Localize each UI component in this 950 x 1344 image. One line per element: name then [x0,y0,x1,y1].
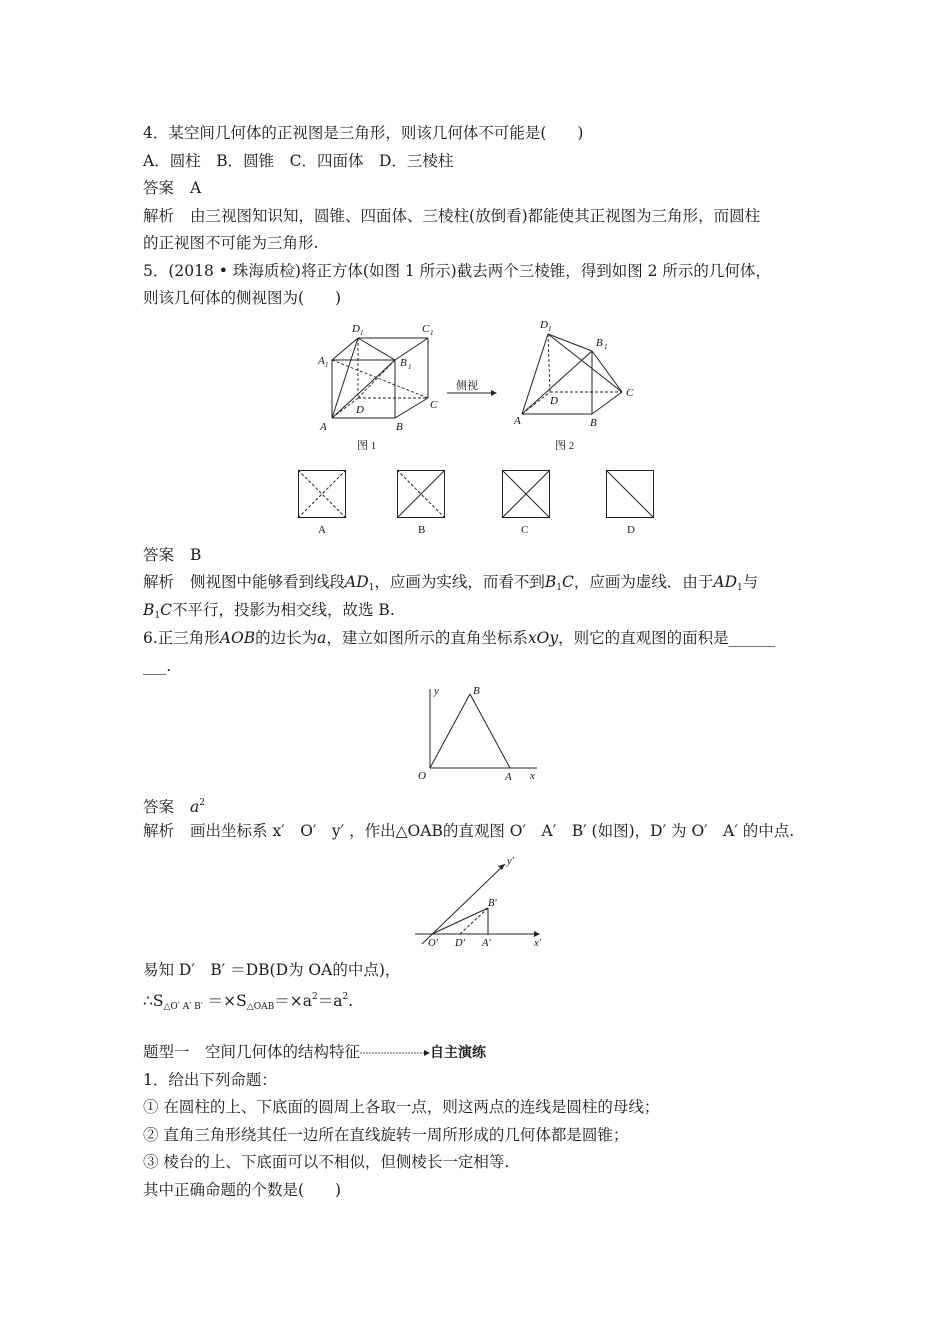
origin-prime-label: O′ [428,938,438,949]
point-d-prime-label: D′ [455,938,465,949]
q5-answer: 答案 B [143,546,202,564]
oblique-view-figure [410,852,550,952]
svg-text:1: 1 [360,329,364,337]
p1-end: 其中正确命题的个数是( ) [143,1181,342,1199]
answer-value: B [190,546,202,564]
answer-value: a [190,798,200,816]
point-a-label: A [505,771,512,783]
q5-stem-1: 5．(2018 • 珠海质检)将正方体(如图 1 所示)截去两个三棱锥，得到如图 2 所示的几何体， [143,262,771,280]
label-D1: D [540,319,548,331]
fig2-caption: 图 2 [555,440,575,452]
q6-easy-2: $\therefore S_{\triangle O' A' B'} =\times S_{\triangle OAB}=\times a^2=a^2$. [143,992,354,1012]
label-A1: A [318,355,325,367]
arrow-right-icon [360,1048,430,1058]
section-heading [143,1042,486,1063]
p1-stem: 1．给出下列命题： [143,1071,277,1089]
q4-answer [143,178,201,198]
analysis-label: 解析 [143,207,175,225]
choice-b-figure [397,470,445,518]
triangle-coordinate-figure [412,684,542,784]
p1-item-2: ② 直角三角形绕其任一边所在直线旋转一周所形成的几何体都是圆锥； [143,1126,629,1144]
q6-easy-1: 易知 D′ B′ ＝DB(D为 OA的中点)， [143,961,401,979]
fig1-caption: 图 1 [357,440,377,452]
axis-x-label: x [530,770,535,782]
q4-stem: 4．某空间几何体的正视图是三角形，则该几何体不可能是( ) [143,124,584,142]
choice-c-figure [502,470,550,518]
point-b-prime-label: B′ [488,898,497,909]
cube-figure-1 [310,320,440,433]
q5-analysis-2: $B_1C$不平行，投影为相交线，故选 B. [143,601,395,621]
answer-label: 答案 [143,179,175,197]
label-A: A [514,415,521,427]
side-view-label: 侧视 [456,380,478,392]
solid-figure-2 [510,316,640,429]
q6-answer: 答案 $a^2$ [143,798,205,816]
choice-a-label: A [318,524,326,536]
q4-options: A．圆柱 B．圆锥 C．四面体 D．三棱柱 [143,152,454,170]
label-B: B [590,417,597,429]
label-B1: B [400,357,407,369]
label-D1: D [352,323,360,335]
q6-analysis-1: 解析 画出坐标系 x′ O′ y′ ，作出△OAB的直观图 O′ A′ B′ (如图)，D′ 为 O′ A′ 的中点. [143,822,795,840]
q6-stem-2: ___. [143,657,172,675]
svg-text:1: 1 [548,325,552,333]
section-title: 题型一 空间几何体的结构特征 [143,1043,361,1061]
svg-text:1: 1 [604,343,608,351]
label-A: A [320,421,327,433]
label-C: C [430,399,438,411]
p1-item-1: ① 在圆柱的上、下底面的圆周上各取一点，则这两点的连线是圆柱的母线； [143,1098,660,1116]
svg-text:1: 1 [430,329,434,337]
p1-item-3: ③ 棱台的上、下底面可以不相似，但侧棱长一定相等. [143,1153,510,1171]
q6-stem-1: 6.正三角形AOB的边长为a，建立如图所示的直角坐标系xOy，则它的直观图的面积是______ [143,629,776,647]
label-D: D [550,395,558,407]
axis-y-label: y [434,685,439,697]
label-B: B [396,421,403,433]
label-D: D [356,404,364,416]
q4-analysis-1: 解析 由三视图知识知，圆锥、四面体、三棱柱(放倒看)都能使其正视图为三角形，而圆柱 [143,207,761,225]
label-C1: C [422,323,430,335]
point-b-label: B [473,685,480,697]
choice-d-label: D [627,524,635,536]
arrow-right-icon [447,388,497,398]
origin-label: O [418,770,426,782]
svg-text:1: 1 [325,361,329,369]
axis-x-prime-label: x′ [534,938,541,949]
answer-value: A [190,179,202,197]
choice-c-label: C [521,524,529,536]
choice-d-figure [606,470,654,518]
label-B1: B [596,337,603,349]
q5-stem-2: 则该几何体的侧视图为( ) [143,289,342,307]
q4-analysis-2: 的正视图不可能为三角形. [143,234,319,252]
choice-a-figure [298,470,346,518]
axis-y-prime-label: y′ [507,856,514,867]
svg-text:1: 1 [408,363,412,371]
label-C: C [626,387,634,399]
q5-analysis-1: 解析 侧视图中能够看到线段$AD_1$，应画为实线，而看不到$B_1C$，应画为虚线．由于$AD_1$与 [143,573,759,593]
point-a-prime-label: A′ [482,938,491,949]
section-tag: 自主演练 [430,1045,487,1061]
choice-b-label: B [418,524,426,536]
